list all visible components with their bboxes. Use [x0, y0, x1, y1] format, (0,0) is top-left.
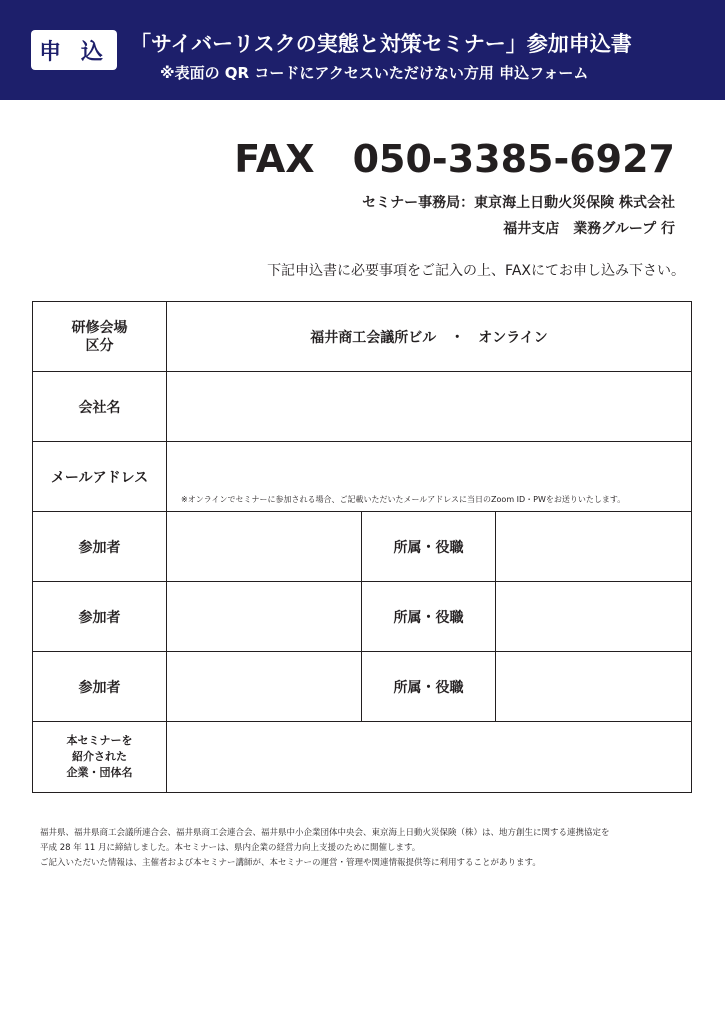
venue-label [33, 302, 167, 372]
application-badge: 申 込 [31, 30, 117, 70]
office-line-2: 福井支店 業務グループ 行 [503, 221, 675, 237]
participant-name-field-3[interactable] [167, 652, 362, 722]
email-field[interactable] [167, 442, 692, 512]
header-banner [0, 0, 725, 100]
participant-label-2: 参加者 [33, 582, 167, 652]
footer-line-1: 福井県、福井県商工会議所連合会、福井県商工会連合会、福井県中小企業団体中央会、東京海上日動火災保険（株）は、地方創生に関する連携協定を [40, 828, 610, 838]
footer-notes [40, 826, 700, 871]
company-label: 会社名 [33, 372, 167, 442]
dept-field-2[interactable] [496, 582, 692, 652]
email-note: ※オンラインでセミナーに参加される場合、ご記載いただいたメールアドレスに当日のZoom ID・PWをお送りいたします。 [181, 495, 626, 504]
company-field[interactable] [167, 372, 692, 442]
footer-line-3: ご記入いただいた情報は、主催者および本セミナー講師が、本セミナーの運営・管理や関連情報提供等に利用することがあります。 [40, 858, 541, 868]
dept-field-3[interactable] [496, 652, 692, 722]
dept-label-3: 所属・役職 [362, 652, 496, 722]
referral-label [33, 722, 167, 793]
participant-name-field-1[interactable] [167, 512, 362, 582]
dept-field-1[interactable] [496, 512, 692, 582]
form-title: 「サイバーリスクの実態と対策セミナー」参加申込書 [130, 32, 632, 56]
referral-label-line-2: 紹介された [72, 750, 127, 763]
footer-line-2: 平成 28 年 11 月に締結しました。本セミナーは、県内企業の経営力向上支援のために開催します。 [40, 843, 421, 853]
venue-options[interactable]: 福井商工会議所ビル ・ オンライン [167, 302, 692, 372]
office-line-1: セミナー事務局：東京海上日動火災保険 株式会社 [362, 195, 675, 211]
instruction-text: 下記申込書に必要事項をご記入の上、FAXにてお申し込み下さい。 [267, 263, 685, 279]
form-subtitle: ※表面の QR コードにアクセスいただけない方用 申込フォーム [160, 64, 589, 82]
referral-field[interactable] [167, 722, 692, 793]
referral-label-line-3: 企業・団体名 [66, 766, 133, 779]
fax-number: FAX 050-3385-6927 [234, 137, 675, 181]
participant-label-3: 参加者 [33, 652, 167, 722]
application-form-table [32, 301, 692, 793]
participant-name-field-2[interactable] [167, 582, 362, 652]
email-label: メールアドレス [33, 442, 167, 512]
venue-label-line-2: 区分 [85, 337, 114, 354]
dept-label-2: 所属・役職 [362, 582, 496, 652]
venue-label-line-1: 研修会場 [71, 319, 128, 336]
participant-label-1: 参加者 [33, 512, 167, 582]
referral-label-line-1: 本セミナーを [66, 734, 133, 747]
dept-label-1: 所属・役職 [362, 512, 496, 582]
